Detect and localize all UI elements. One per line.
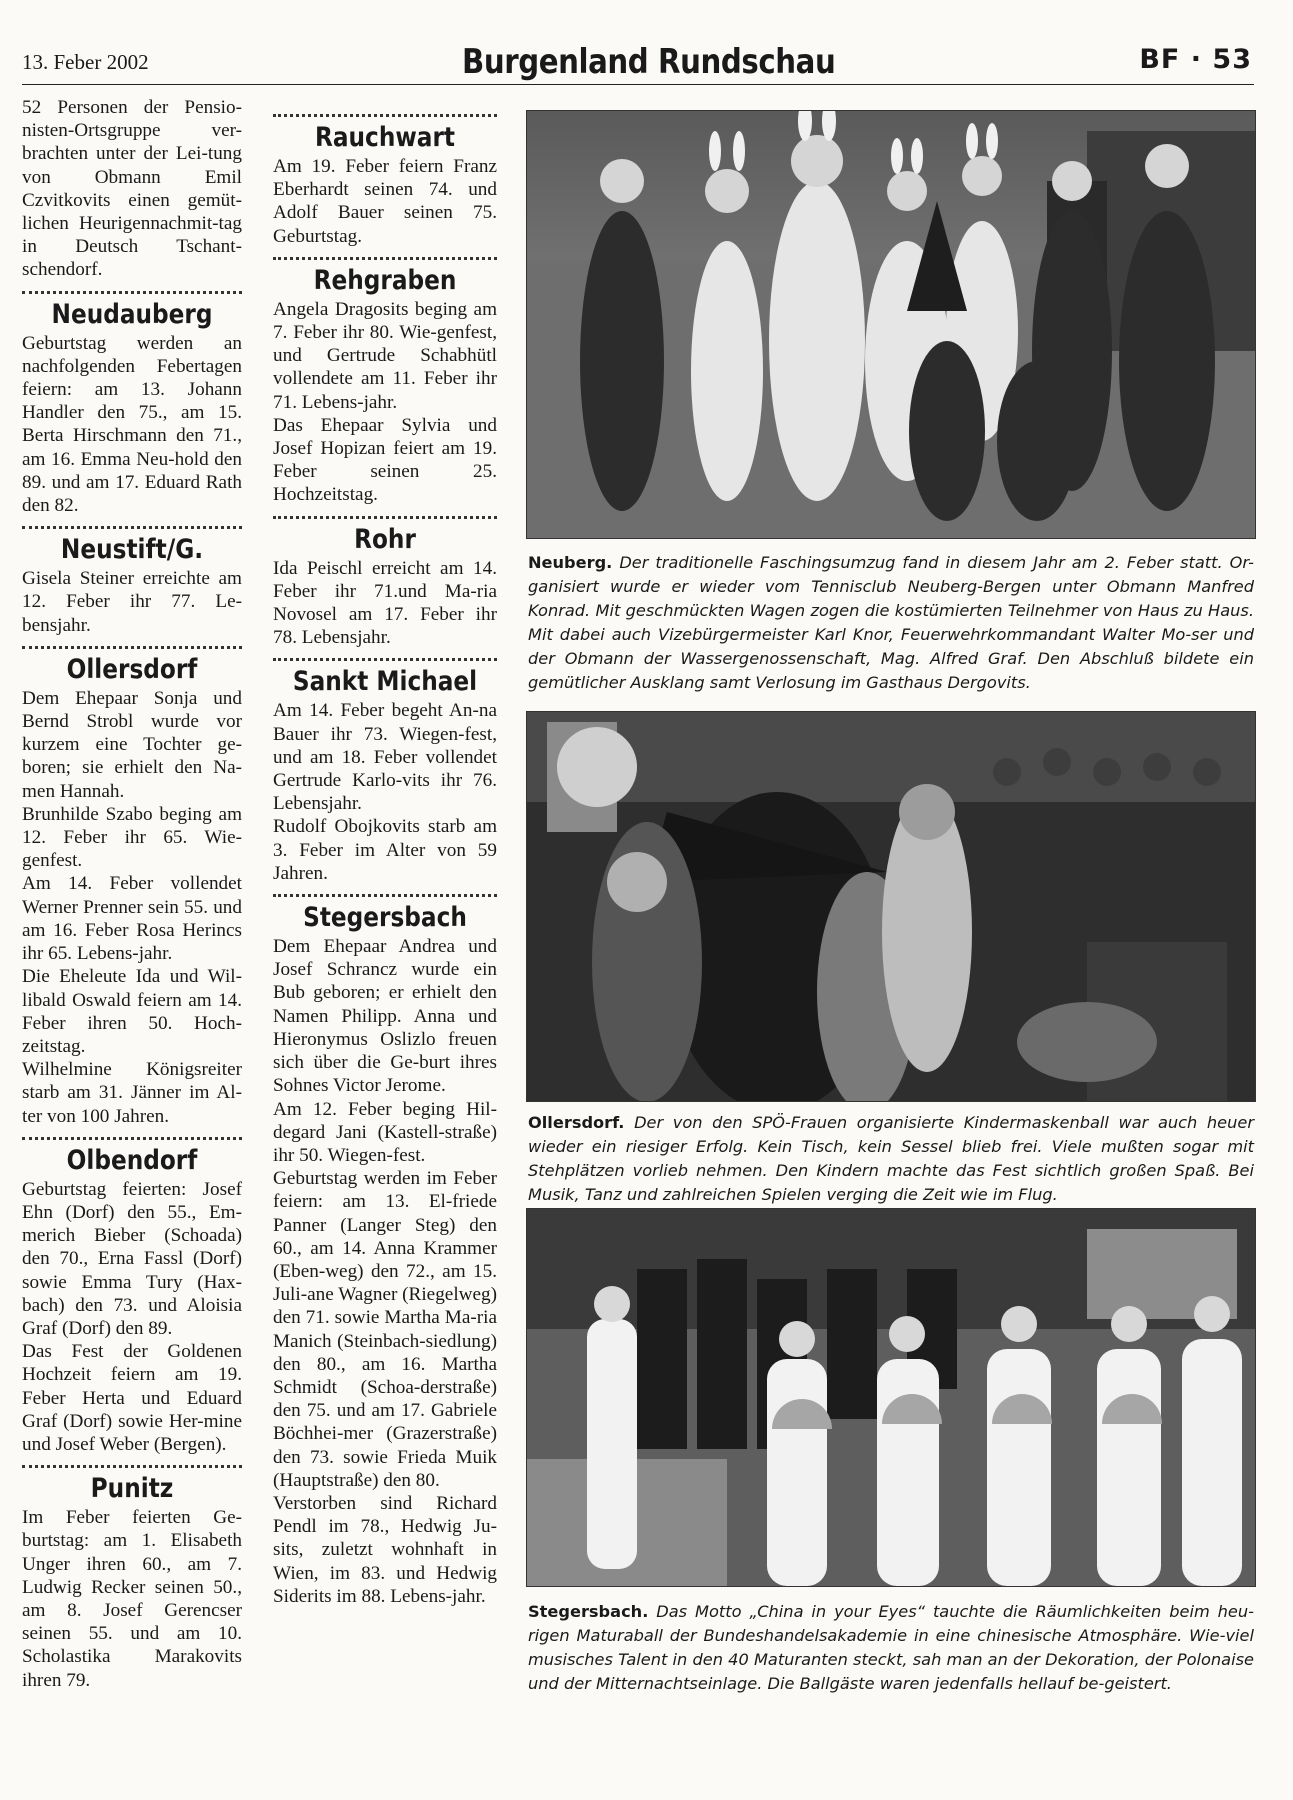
section-text: Gisela Steiner erreichte am 12. Feber ihr 77. Le-bensjahr. [22, 568, 242, 636]
section-text: Geburtstag werden an nachfolgenden Febertagen feiern: am 13. Johann Handler den 75., am 15. Berta Hirschmann den 71., am 16. Emma Neu-hold den 89. und am 17. Eduard Rath den 82. [22, 332, 242, 517]
section-text: Dem Ehepaar Sonja und Bernd Strobl wurde vor kurzem eine Tochter ge-boren; sie erhielt den Na-men Hannah. [22, 687, 242, 802]
text-column-2 [273, 96, 497, 1608]
section-text: Das Fest der Goldenen Hochzeit feiern am 19. Feber Herta und Eduard Graf (Dorf) sowie Her-mine und Josef Weber (Bergen). [22, 1341, 242, 1455]
intro-paragraph: 52 Personen der Pensio-nisten-Ortsgruppe ver-brachten unter der Lei-tung von Obmann Emil Czvitkovits einen gemüt-lichen Heurigennachmit-tag in Deutsch Tschant-schendorf. [22, 97, 242, 281]
section-text: Geburtstag feierten: Josef Ehn (Dorf) den 55., Em-merich Bieber (Schoada) den 70., Erna Fassl (Dorf) sowie Emma Tury (Hax-bach) den 73. und Aloisia Graf (Dorf) den 89. [22, 1178, 242, 1339]
section-divider [22, 646, 242, 649]
caption-text: Das Motto „China in your Eyes“ tauchte die Räumlichkeiten beim heu-rigen Maturaball der Bundeshandelsakademie in eine chinesische Atmosphäre. Wie-viel musisches Talent in den 40 Maturanten steckt, sah man an der Dekoration, der Polonaise und der Mitternachtseinlage. Die Ballgäste waren jedenfalls hellauf be-geistert. [528, 1602, 1254, 1693]
section-text: Wilhelmine Königsreiter starb am 31. Jänner im Al-ter von 100 Jahren. [22, 1059, 242, 1127]
section-text: Am 12. Feber beging Hil-degard Jani (Kastell-straße) ihr 50. Wiegen-fest. [273, 1098, 497, 1166]
issue-date: 13. Feber 2002 [22, 50, 149, 74]
photo-stegersbach-ball [526, 1208, 1256, 1587]
section-text: Das Ehepaar Sylvia und Josef Hopizan feiert am 19. Feber seinen 25. Hochzeitstag. [273, 414, 497, 506]
section-title-punitz: Punitz [90, 1473, 174, 1505]
section-divider [273, 658, 497, 661]
section-divider [273, 894, 497, 897]
photo-neuberg-carnival [526, 110, 1256, 539]
section-text: Am 14. Feber begeht An-na Bauer ihr 73. Wiegen-fest, und am 18. Feber vollendet Gertrude Karlo-vits ihr 76. Lebensjahr. [273, 700, 497, 815]
caption-place: Stegersbach. [528, 1602, 649, 1621]
section-title-neustift: Neustift/G. [60, 534, 204, 566]
section-text: Dem Ehepaar Andrea und Josef Schrancz wurde ein Bub geboren; er erhielt den Namen Philipp. Anna und Hieronymus Oslizlo freuen sich über die Ge-burt ihres Sohnes Victor Jerome. [273, 936, 497, 1097]
section-text: Im Feber feierten Ge-burtstag: am 1. Elisabeth Unger ihren 60., am 7. Ludwig Recker seinen 50., am 8. Josef Gerencser seinen 55. und am 10. Scholastika Marakovits ihren 79. [22, 1507, 242, 1691]
caption-text: Der von den SPÖ-Frauen organisierte Kindermaskenball war auch heuer wieder ein riesiger Erfolg. Kein Tisch, kein Sessel blieb frei. Viele mußten sogar mit Stehplätzen vorlieb nehmen. Den Kindern machte das Fest sichtlich großen Spaß. Bei Musik, Tanz und zahlreichen Spielen verging die Zeit wie im Flug. [528, 1113, 1254, 1204]
section-text: Verstorben sind Richard Pendl im 78., Hedwig Ju-sits, zuletzt wohnhaft in Wien, im 83. und Hedwig Siderits im 88. Lebens-jahr. [273, 1492, 497, 1607]
section-text: Rudolf Obojkovits starb am 3. Feber im Alter von 59 Jahren. [273, 816, 497, 884]
section-title-neudauberg: Neudauberg [51, 298, 213, 330]
section-text: Die Eheleute Ida und Wil-libald Oswald feiern am 14. Feber ihren 50. Hoch-zeitstag. [22, 966, 242, 1057]
page-number: BF · 53 [1139, 44, 1252, 75]
section-text: Angela Dragosits beging am 7. Feber ihr 80. Wie-genfest, und Gertrude Schabhütl vollendete am 11. Feber ihr 71. Lebens-jahr. [273, 298, 497, 413]
section-title-rauchwart: Rauchwart [314, 122, 456, 153]
section-divider [273, 257, 497, 260]
section-divider [22, 291, 242, 294]
section-divider [22, 1465, 242, 1468]
section-title-ollersdorf: Ollersdorf [66, 653, 198, 685]
newspaper-title: Burgenland Rundschau [462, 42, 836, 82]
text-column-1 [22, 96, 242, 1692]
section-title-olbendorf: Olbendorf [66, 1144, 198, 1176]
photo-caption [528, 551, 1254, 695]
section-text: Brunhilde Szabo beging am 12. Feber ihr 65. Wie-genfest. [22, 803, 242, 872]
section-text: Ida Peischl erreicht am 14. Feber ihr 71.und Ma-ria Novosel am 17. Feber ihr 78. Lebensjahr. [273, 557, 497, 649]
photo-caption [528, 1600, 1254, 1696]
photo-ollersdorf-masked-ball [526, 711, 1256, 1102]
section-title-rehgraben: Rehgraben [313, 264, 457, 296]
caption-place: Ollersdorf. [528, 1113, 625, 1132]
section-text: Am 14. Feber vollendet Werner Prenner sein 55. und am 16. Feber Rosa Herincs ihr 65. Lebens-jahr. [22, 873, 242, 965]
page-header [22, 42, 1254, 84]
header-rule [22, 84, 1254, 85]
section-divider [273, 516, 497, 519]
section-title-sankt-michael: Sankt Michael [292, 666, 478, 698]
section-divider [273, 114, 497, 117]
caption-text: Der traditionelle Faschingsumzug fand in diesem Jahr am 2. Feber statt. Or-ganisiert wurde er wieder vom Tennisclub Neuberg-Bergen unter Obmann Manfred Konrad. Mit geschmückten Wagen zogen die kostümierten Teilnehmer von Haus zu Haus. Mit dabei auch Vizebürgermeister Karl Knor, Feuerwehrkommandant Walter Mo-ser und der Obmann der Wassergenossenschaft, Mag. Alfred Graf. Den Abschluß bildete ein gemütlicher Ausklang samt Verlosung im Gasthaus Dergovits. [528, 553, 1254, 692]
section-title-stegersbach: Stegersbach [303, 902, 467, 934]
section-divider [22, 526, 242, 529]
caption-place: Neuberg. [528, 553, 613, 572]
section-title-rohr: Rohr [354, 523, 416, 555]
section-text: Am 19. Feber feiern Franz Eberhardt seinen 74. und Adolf Bauer seinen 75. Geburtstag. [273, 156, 497, 247]
section-divider [22, 1137, 242, 1140]
photo-caption [528, 1111, 1254, 1207]
section-text: Geburtstag werden im Feber feiern: am 13. El-friede Panner (Langer Steg) den 60., am 14. Anna Krammer (Eben-weg) den 72., am 15. Juli-ane Wagner (Riegelweg) den 71. sowie Martha Ma-ria Manich (Steinbach-siedlung) den 80., am 16. Martha Schmidt (Schoa-derstraße) den 75. und am 17. Gabriele Böchhei-mer (Grazerstraße) den 73. sowie Frieda Muik (Hauptstraße) den 80. [273, 1168, 497, 1491]
